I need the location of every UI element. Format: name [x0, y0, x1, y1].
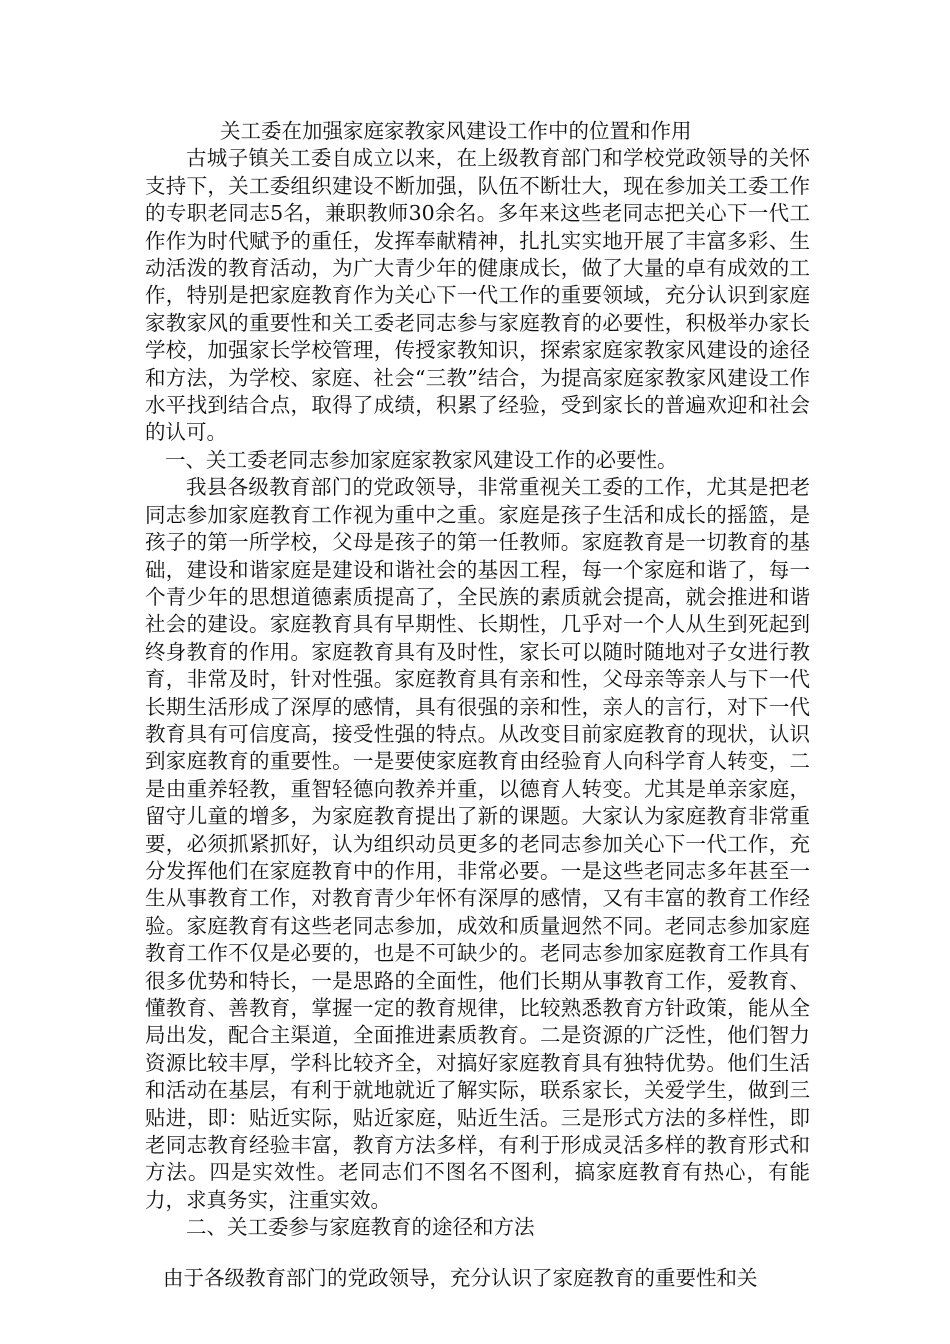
section-heading-one: 一、关工委老同志参加家庭家教家风建设工作的必要性。 — [165, 447, 678, 472]
intro-paragraph: 古城子镇关工委自成立以来，在上级教育部门和学校党政领导的关怀支持下，关工委组织建设不断加强，队伍不断壮大，现在参加关工委工作的专职老同志5名，兼职教师30余名。多年来这些老同志把关心下一代工作作为时代赋予的重任，发挥奉献精神，扎扎实实地开展了丰富多彩、生动活泼的教育活动，为广大青少年的健康成长，做了大量的卓有成效的工作，特别是把家庭教育作为关心下一代工作的重要领域，充分认识到家庭家教家风的重要性和关工委老同志参与家庭教育的必要性，积极举办家长学校，加强家长学校管理，传授家教知识，探索家庭家教家风建设的途径和方法，为学校、家庭、社会“三教”结合，为提高家庭家教家风建设工作水平找到结合点，取得了成绩，积累了经验，受到家长的普遍欢迎和社会的认可。 — [145, 146, 810, 445]
section-heading-two: 二、关工委参与家庭教育的途径和方法 — [186, 1215, 535, 1240]
section-one-paragraph: 我县各级教育部门的党政领导，非常重视关工委的工作，尤其是把老同志参加家庭教育工作视为重中之重。家庭是孩子生活和成长的摇篮，是孩子的第一所学校，父母是孩子的第一任教师。家庭教育是一切教育的基础，建设和谐家庭是建设和谐社会的基因工程，每一个家庭和谐了，每一个青少年的思想道德素质提高了，全民族的素质就会提高，就会推进和谐社会的建设。家庭教育具有早期性、长期性，几乎对一个人从生到死起到终身教育的作用。家庭教育具有及时性，家长可以随时随地对子女进行教育，非常及时，针对性强。家庭教育具有亲和性，父母亲等亲人与下一代长期生活形成了深厚的感情，具有很强的亲和性，亲人的言行，对下一代教育具有可信度高，接受性强的特点。从改变目前家庭教育的现状，认识到家庭教育的重要性。一是要使家庭教育由经验育人向科学育人转变，二是由重养轻教，重智轻德向教养并重，以德育人转变。尤其是单亲家庭，留守儿童的增多，为家庭教育提出了新的课题。大家认为家庭教育非常重要，必须抓紧抓好，认为组织动员更多的老同志参加关心下一代工作，充分发挥他们在家庭教育中的作用，非常必要。一是这些老同志多年甚至一生从事教育工作，对教育青少年怀有深厚的感情，又有丰富的教育工作经验。家庭教育有这些老同志参加，成效和质量迥然不同。老同志参加家庭教育工作不仅是必要的，也是不可缺少的。老同志参加家庭教育工作具有很多优势和特长，一是思路的全面性，他们长期从事教育工作，爱教育、懂教育、善教育，掌握一定的教育规律，比较熟悉教育方针政策，能从全局出发，配合主渠道，全面推进素质教育。二是资源的广泛性，他们智力资源比较丰厚，学科比较齐全，对搞好家庭教育具有独特优势。他们生活和活动在基层，有利于就地就近了解实际，联系家长，关爱学生，做到三贴进，即：贴近实际，贴近家庭，贴近生活。三是形式方法的多样性，即老同志教育经验丰富，教育方法多样，有利于形成灵活多样的教育形式和方法。四是实效性。老同志们不图名不图利，搞家庭教育有热心，有能力，求真务实，注重实效。 — [145, 475, 810, 1212]
document-title: 关工委在加强家庭家教家风建设工作中的位置和作用 — [220, 119, 692, 143]
section-two-paragraph: 由于各级教育部门的党政领导，充分认识了家庭教育的重要性和关 — [163, 1265, 758, 1290]
document-page — [145, 118, 810, 1292]
